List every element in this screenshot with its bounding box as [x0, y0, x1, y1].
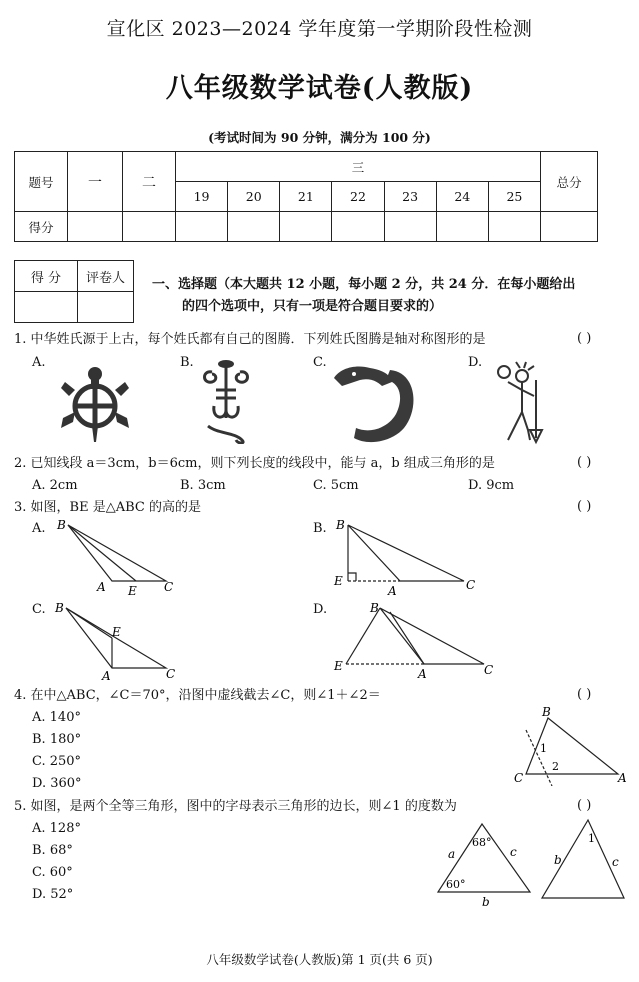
q4-answer-paren[interactable]: ( )	[577, 687, 592, 702]
score-table	[14, 151, 598, 242]
q2-answer-paren[interactable]: ( )	[577, 455, 592, 470]
side-b-label: b	[482, 895, 490, 909]
q3-stem: 3. 如图，BE 是△ABC 的高的是	[14, 500, 201, 515]
label-score: 得分	[15, 212, 68, 242]
grader-score-label: 得 分	[15, 261, 78, 292]
section-one-line2: 的四个选项中，只有一项是符合题目要求的）	[182, 299, 443, 314]
score-cell[interactable]	[332, 212, 384, 242]
qnum-20: 20	[228, 182, 280, 212]
label-e: E	[334, 574, 343, 588]
q4-option-a: A. 140°	[32, 710, 81, 725]
side-c-label: c	[510, 845, 517, 859]
q3-figure-d	[330, 598, 500, 682]
score-cell[interactable]	[176, 212, 228, 242]
label-b: B	[370, 601, 379, 615]
q3-option-b: B.	[313, 521, 327, 536]
q1-stem: 1. 中华姓氏源于上古，每个姓氏都有自己的图腾．下列姓氏图腾是轴对称图形的是	[14, 332, 486, 347]
q5-option-a: A. 128°	[32, 821, 81, 836]
score-cell[interactable]	[228, 212, 280, 242]
q3-option-a: A.	[32, 521, 46, 536]
side-c-label: c	[612, 855, 619, 869]
grader-name-cell[interactable]	[78, 292, 134, 323]
exam-title: 八年级数学试卷(人教版)	[165, 73, 474, 104]
label-c: C	[484, 663, 494, 677]
angle-68-label: 68°	[472, 836, 492, 849]
label-a: A	[388, 584, 397, 598]
q3-figure-b	[330, 515, 480, 599]
score-cell[interactable]	[384, 212, 436, 242]
label-e: E	[112, 625, 121, 639]
q2-option-c: C. 5cm	[313, 478, 359, 493]
q1-option-c: C.	[313, 355, 327, 370]
qnum-21: 21	[280, 182, 332, 212]
label-a: A	[97, 580, 106, 594]
totem-turtle-image	[55, 360, 135, 444]
label-b: B	[336, 518, 345, 532]
totem-ram-image	[198, 358, 254, 444]
q2-option-b: B. 3cm	[180, 478, 226, 493]
label-b: B	[542, 705, 551, 719]
grader-score-cell[interactable]	[15, 292, 78, 323]
score-cell[interactable]	[488, 212, 540, 242]
q5-answer-paren[interactable]: ( )	[577, 798, 592, 813]
label-b: B	[55, 601, 64, 615]
grader-label: 评卷人	[78, 261, 134, 292]
page-footer: 八年级数学试卷(人教版)第 1 页(共 6 页)	[206, 952, 433, 967]
label-c: C	[466, 578, 476, 592]
q5-figure-congruent-triangles	[432, 814, 638, 910]
q2-option-d: D. 9cm	[468, 478, 515, 493]
label-a: A	[102, 669, 111, 683]
q1-option-a: A.	[32, 355, 46, 370]
side-b-label: b	[554, 853, 562, 867]
total-header: 总分	[541, 152, 598, 212]
side-a-label: a	[448, 847, 456, 861]
label-e: E	[334, 659, 343, 673]
angle-1-label: 1	[540, 742, 547, 755]
label-c: C	[514, 771, 524, 785]
q1-option-b: B.	[180, 355, 194, 370]
totem-dragon-image	[330, 356, 422, 446]
q4-option-b: B. 180°	[32, 732, 82, 747]
angle-2-label: 2	[552, 760, 559, 773]
label-e: E	[128, 584, 137, 598]
exam-subtitle: 宣化区 2023—2024 学年度第一学期阶段性检测	[106, 18, 533, 40]
label-question-number: 题号	[15, 152, 68, 212]
score-cell[interactable]	[68, 212, 123, 242]
total-score-cell[interactable]	[541, 212, 598, 242]
q3-figure-a	[50, 515, 190, 599]
label-c: C	[164, 580, 174, 594]
grader-table	[14, 260, 134, 323]
part-one-header: 一	[68, 152, 123, 212]
score-cell[interactable]	[436, 212, 488, 242]
q4-figure-triangle	[508, 704, 634, 786]
qnum-22: 22	[332, 182, 384, 212]
part-three-header: 三	[176, 152, 541, 182]
score-cell[interactable]	[123, 212, 176, 242]
label-a: A	[618, 771, 627, 785]
label-b: B	[57, 518, 66, 532]
angle-60-label: 60°	[446, 878, 466, 891]
q5-option-b: B. 68°	[32, 843, 73, 858]
q3-answer-paren[interactable]: ( )	[577, 499, 592, 514]
part-two-header: 二	[123, 152, 176, 212]
angle-1-label: 1	[588, 832, 595, 845]
q4-option-d: D. 360°	[32, 776, 82, 791]
label-a: A	[418, 667, 427, 681]
q3-figure-c	[50, 600, 190, 684]
qnum-24: 24	[436, 182, 488, 212]
q1-answer-paren[interactable]: ( )	[577, 331, 592, 346]
q3-option-c: C.	[32, 602, 46, 617]
qnum-23: 23	[384, 182, 436, 212]
section-one-line1: 一、选择题（本大题共 12 小题，每小题 2 分，共 24 分．在每小题给出	[152, 277, 576, 292]
q2-option-a: A. 2cm	[32, 478, 78, 493]
q5-stem: 5. 如图，是两个全等三角形，图中的字母表示三角形的边长，则∠1 的度数为	[14, 799, 457, 814]
q5-option-d: D. 52°	[32, 887, 74, 902]
qnum-19: 19	[176, 182, 228, 212]
q3-option-d: D.	[313, 602, 328, 617]
q4-stem: 4. 在中△ABC，∠C＝70°，沿图中虚线截去∠C，则∠1＋∠2＝	[14, 688, 381, 703]
q5-option-c: C. 60°	[32, 865, 73, 880]
exam-info: (考试时间为 90 分钟，满分为 100 分)	[208, 130, 431, 145]
q4-option-c: C. 250°	[32, 754, 82, 769]
totem-warrior-image	[490, 360, 544, 446]
q1-option-d: D.	[468, 355, 483, 370]
q2-stem: 2. 已知线段 a＝3cm，b＝6cm，则下列长度的线段中，能与 a，b 组成三角形的是	[14, 456, 495, 471]
section-one-heading	[152, 274, 630, 318]
label-c: C	[166, 667, 176, 681]
score-cell[interactable]	[280, 212, 332, 242]
qnum-25: 25	[488, 182, 540, 212]
